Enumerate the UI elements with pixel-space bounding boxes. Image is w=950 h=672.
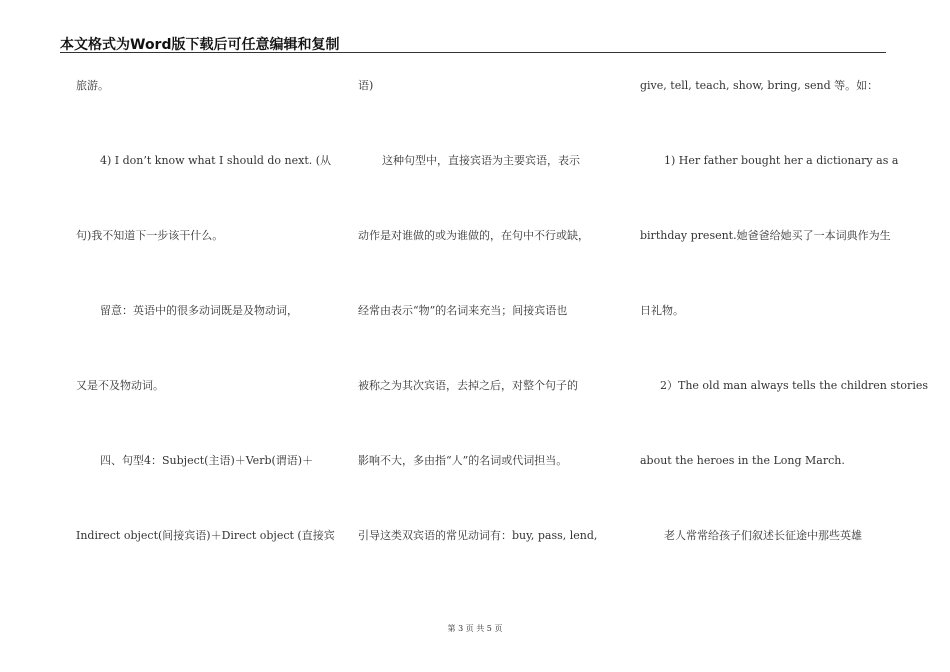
text-line: 2）The old man always tells the children stories <box>660 379 928 392</box>
text-line: 四、句型4：Subject(主语)＋Verb(谓语)＋ <box>100 454 314 467</box>
text-line: 旅游。 <box>76 79 109 92</box>
text-line: 语) <box>358 79 374 92</box>
text-line: 句)我不知道下一步该干什么。 <box>76 229 224 242</box>
text-line: 又是不及物动词。 <box>76 379 164 392</box>
text-line: 动作是对谁做的或为谁做的，在句中不行或缺， <box>358 229 589 242</box>
text-line: 被称之为其次宾语，去掉之后，对整个句子的 <box>358 379 578 392</box>
text-line: 经常由表示“物”的名词来充当；间接宾语也 <box>358 304 568 317</box>
text-line: Indirect object(间接宾语)＋Direct object (直接宾 <box>76 529 335 542</box>
text-line: birthday present.她爸爸给她买了一本词典作为生 <box>640 229 891 242</box>
text-line: 老人常常给孩子们叙述长征途中那些英雄 <box>664 529 862 542</box>
text-line: 4) I don’t know what I should do next. (从 <box>100 154 332 167</box>
header-divider <box>60 52 886 53</box>
text-line: 1) Her father bought her a dictionary as a <box>664 154 899 167</box>
text-line: 引导这类双宾语的常见动词有：buy, pass, lend, <box>358 529 598 542</box>
page-number-footer: 第 3 页 共 5 页 <box>447 624 503 633</box>
document-header-title: 本文格式为Word版下载后可任意编辑和复制 <box>60 37 340 53</box>
text-line: 日礼物。 <box>640 304 684 317</box>
text-line: 影响不大，多由指“人”的名词或代词担当。 <box>358 454 568 467</box>
text-line: 这种句型中，直接宾语为主要宾语，表示 <box>382 154 580 167</box>
text-line: 留意：英语中的很多动词既是及物动词， <box>100 304 298 317</box>
text-line: give, tell, teach, show, bring, send 等。如： <box>640 79 879 92</box>
text-line: about the heroes in the Long March. <box>640 454 845 467</box>
